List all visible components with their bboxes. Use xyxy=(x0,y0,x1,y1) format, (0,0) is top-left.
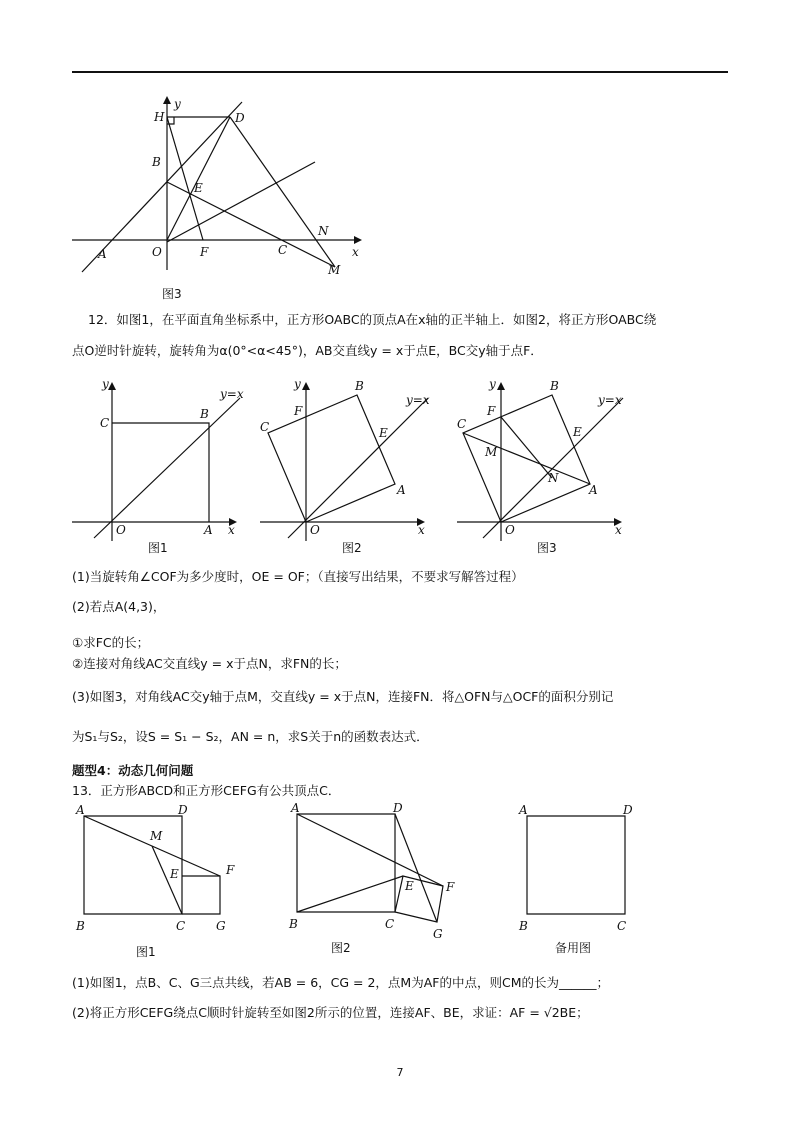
label-B: B xyxy=(200,407,209,421)
p13-figure-1 xyxy=(70,802,270,962)
label-A: A xyxy=(397,483,406,497)
label-O: O xyxy=(116,523,126,537)
label-y: y xyxy=(174,97,181,111)
p12-figure-2 xyxy=(258,376,448,556)
label-N: N xyxy=(318,224,329,238)
p12-q3-1: (3)如图3，对角线AC交y轴于点M，交直线y = x于点N，连接FN．将△OFN与△OCF的面积分别记 xyxy=(72,689,614,704)
label-B: B xyxy=(76,919,85,933)
p12-intro-1: 12．如图1，在平面直角坐标系中，正方形OABC的顶点A在x轴的正半轴上．如图2，将正方形OABC绕 xyxy=(88,312,657,327)
label-A: A xyxy=(204,523,213,537)
label-C: C xyxy=(385,917,395,931)
p12-figure-1 xyxy=(70,376,260,556)
label-E: E xyxy=(170,867,179,881)
label-E: E xyxy=(379,426,388,440)
caption: 图2 xyxy=(331,941,351,955)
label-O: O xyxy=(505,523,515,537)
label-O: O xyxy=(310,523,320,537)
label-G: G xyxy=(433,927,443,941)
label-G: G xyxy=(216,919,226,933)
caption: 图1 xyxy=(148,541,168,555)
caption: 图3 xyxy=(537,541,557,555)
label-C: C xyxy=(260,420,270,434)
label-D: D xyxy=(393,801,403,815)
label-D: D xyxy=(623,803,633,817)
label-C: C xyxy=(457,417,467,431)
p12-figure-3 xyxy=(455,376,645,556)
label-line: y=x xyxy=(598,393,622,407)
label-x: x xyxy=(418,523,425,537)
p12-q2-b: ②连接对角线AC交直线y = x于点N，求FN的长； xyxy=(72,656,347,671)
label-F: F xyxy=(294,404,303,418)
caption: 图1 xyxy=(136,945,156,959)
label-C: C xyxy=(617,919,627,933)
label-F: F xyxy=(487,404,496,418)
p13-q1: (1)如图1，点B、C、G三点共线，若AB = 6，CG = 2，点M为AF的中点，则CM的长为______； xyxy=(72,975,609,990)
p12-q2: (2)若点A(4,3)， xyxy=(72,599,166,614)
p13-q2: (2)将正方形CEFG绕点C顺时针旋转至如图2所示的位置，连接AF、BE，求证：AF = √2BE； xyxy=(72,1005,589,1020)
label-y: y xyxy=(294,377,301,391)
label-B: B xyxy=(550,379,559,393)
p12-q2-a: ①求FC的长； xyxy=(72,635,150,650)
label-x: x xyxy=(615,523,622,537)
label-E: E xyxy=(405,879,414,893)
label-y: y xyxy=(102,377,109,391)
header-rule xyxy=(72,71,728,73)
label-B: B xyxy=(519,919,528,933)
caption: 图2 xyxy=(342,541,362,555)
label-line: y=x xyxy=(406,393,430,407)
caption: 备用图 xyxy=(555,941,592,955)
label-A: A xyxy=(291,801,300,815)
p13-figure-spare xyxy=(515,802,645,962)
label-O: O xyxy=(152,245,162,259)
label-M: M xyxy=(485,445,498,459)
label-B: B xyxy=(355,379,364,393)
section-heading: 题型4：动态几何问题 xyxy=(72,763,194,778)
label-F: F xyxy=(200,245,209,259)
p12-q1: (1)当旋转角∠COF为多少度时，OE = OF；（直接写出结果，不要求写解答过程） xyxy=(72,569,524,584)
figure-3-top xyxy=(70,92,370,302)
label-F: F xyxy=(446,880,455,894)
label-E: E xyxy=(194,181,203,195)
caption: 图3 xyxy=(162,287,182,301)
label-line: y=x xyxy=(220,387,244,401)
label-D: D xyxy=(178,803,188,817)
label-D: D xyxy=(235,111,245,125)
label-F: F xyxy=(226,863,235,877)
label-x: x xyxy=(228,523,235,537)
label-A: A xyxy=(76,803,85,817)
p12-intro-2: 点O逆时针旋转，旋转角为α(0°<α<45°)，AB交直线y = x于点E，BC交y轴于点F． xyxy=(72,343,543,358)
label-A: A xyxy=(519,803,528,817)
page-number: 7 xyxy=(396,1066,404,1079)
label-M: M xyxy=(328,263,341,277)
p13-figure-2 xyxy=(285,802,475,962)
label-M: M xyxy=(150,829,163,843)
label-N: N xyxy=(548,471,559,485)
label-y: y xyxy=(489,377,496,391)
label-H: H xyxy=(154,110,165,124)
label-A: A xyxy=(589,483,598,497)
label-B: B xyxy=(289,917,298,931)
label-A: A xyxy=(98,247,107,261)
p13-intro: 13．正方形ABCD和正方形CEFG有公共顶点C． xyxy=(72,783,341,798)
p12-q3-2: 为S₁与S₂，设S = S₁ − S₂，AN = n，求S关于n的函数表达式． xyxy=(72,729,429,744)
label-C: C xyxy=(176,919,186,933)
label-B: B xyxy=(152,155,161,169)
label-E: E xyxy=(573,425,582,439)
label-C: C xyxy=(100,416,110,430)
label-x: x xyxy=(352,245,359,259)
label-C: C xyxy=(278,243,288,257)
